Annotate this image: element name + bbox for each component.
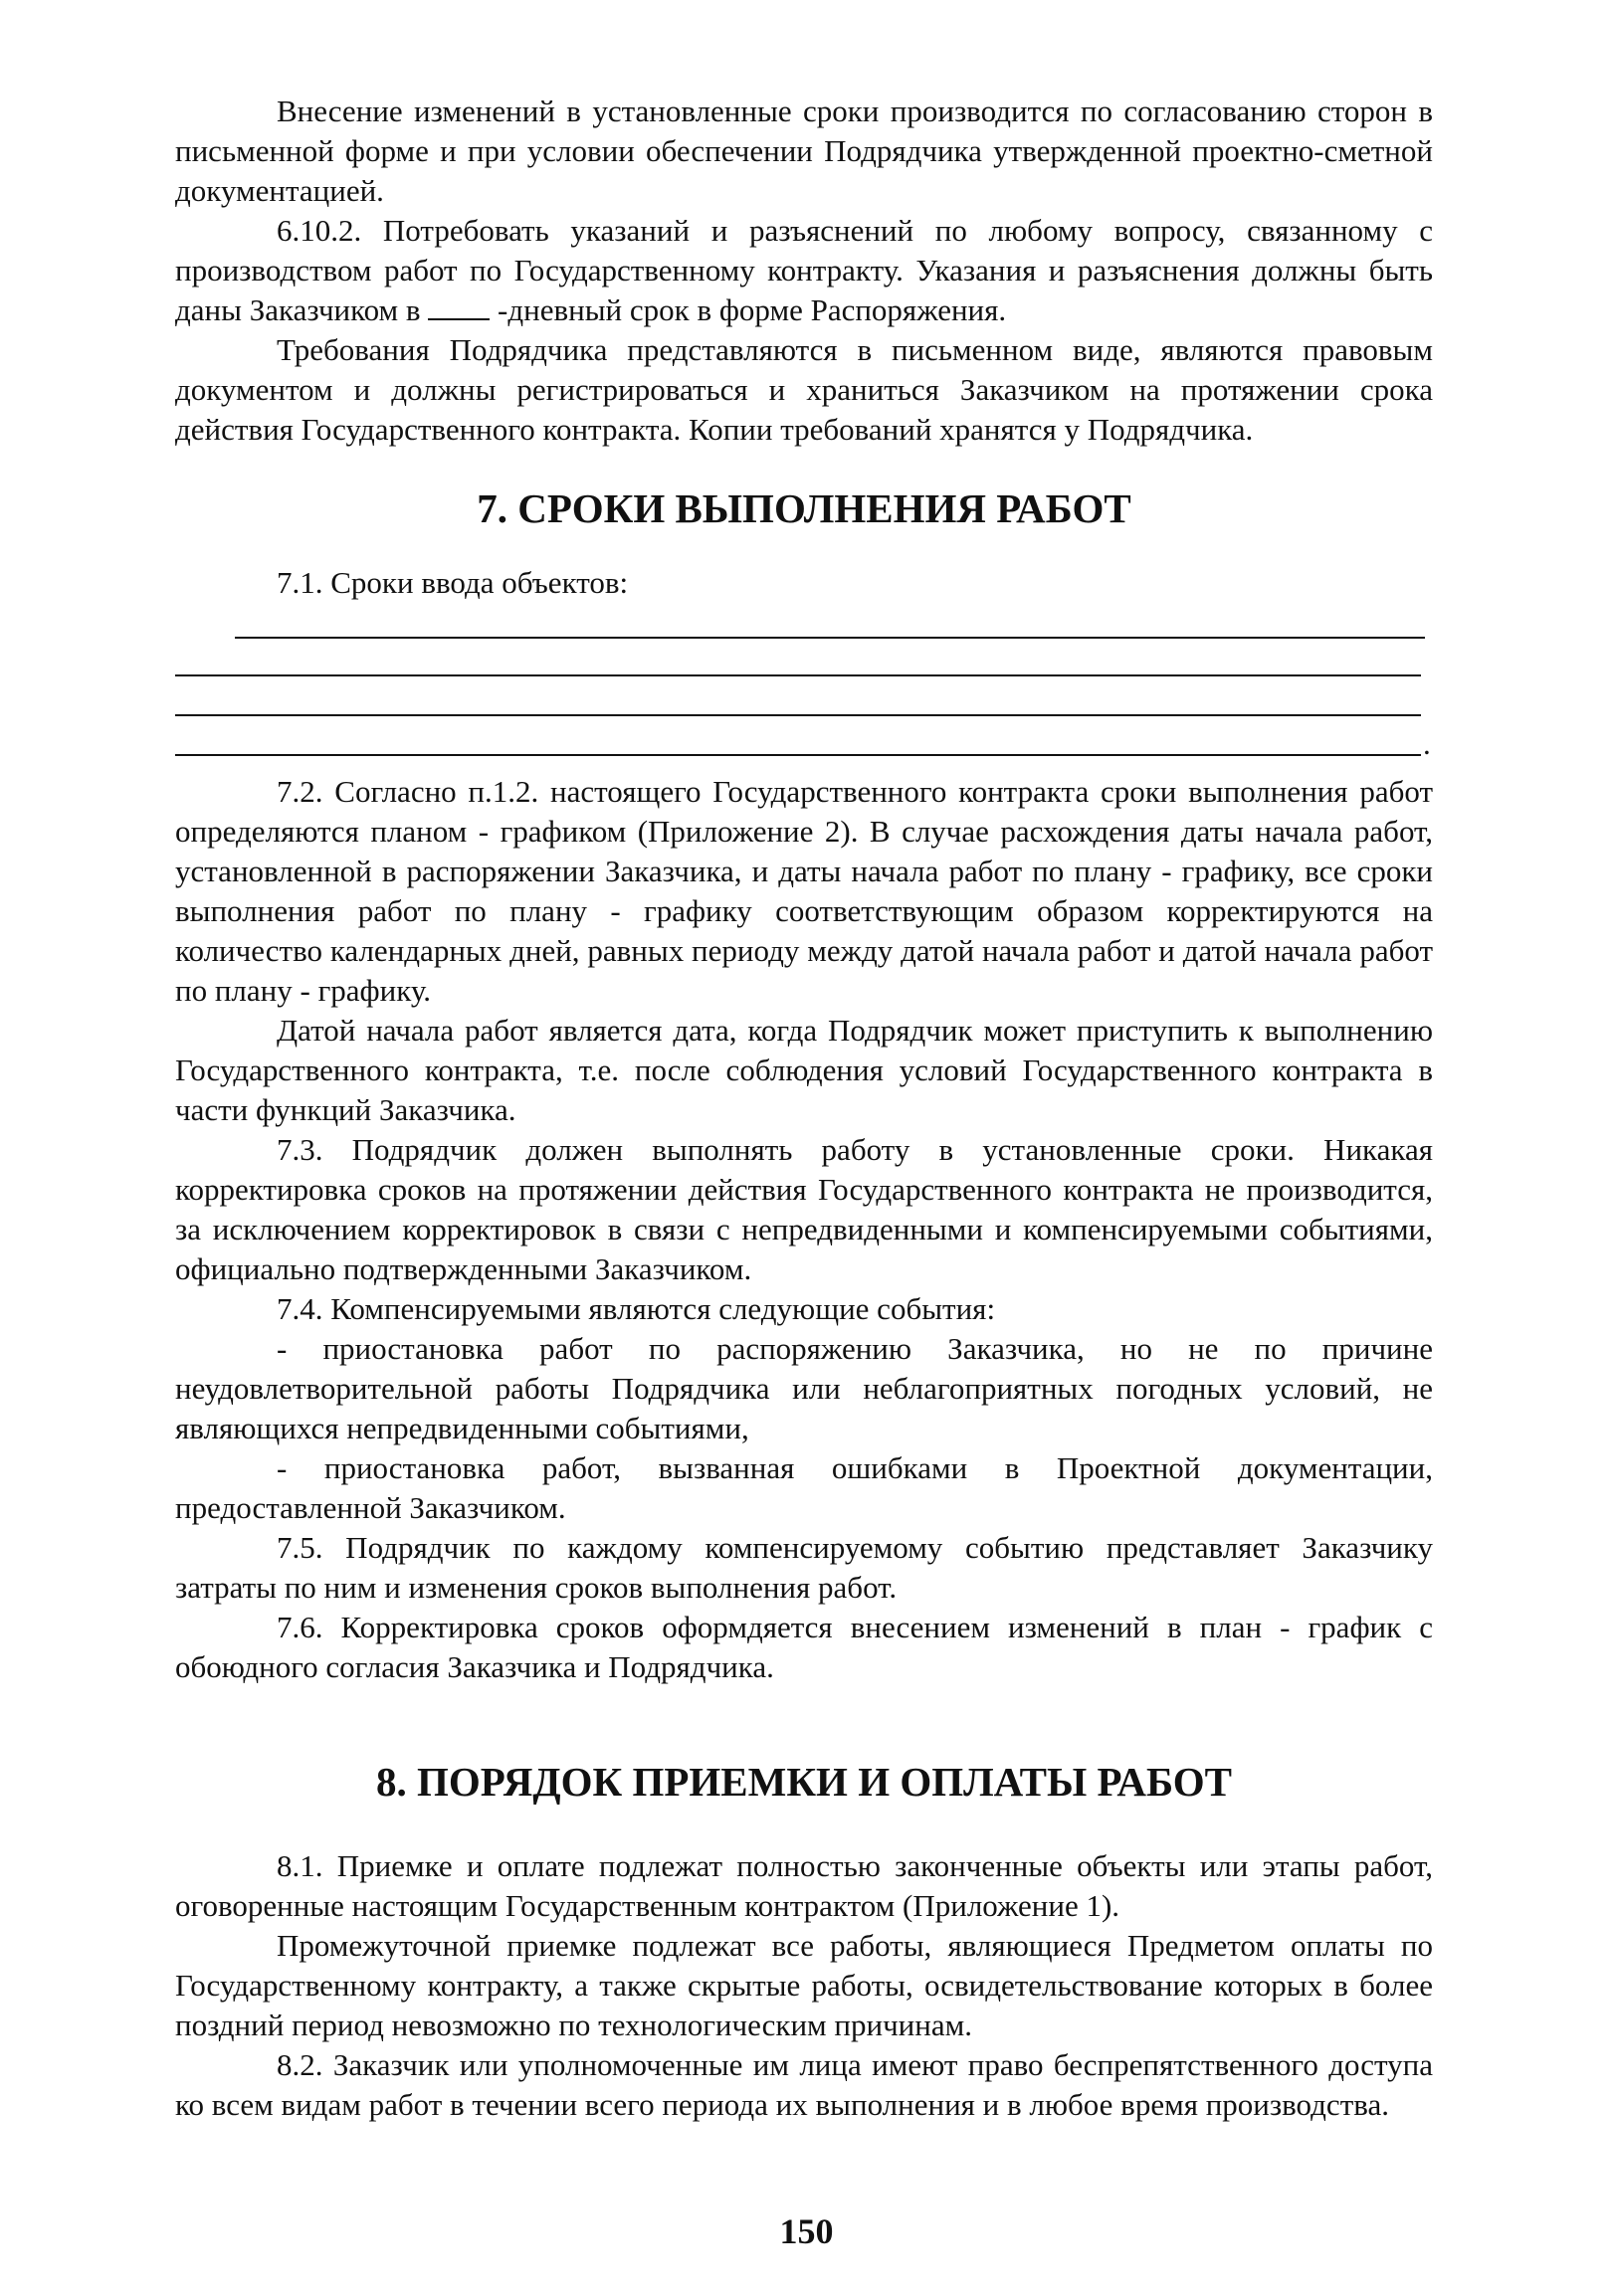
section-7-heading: 7. СРОКИ ВЫПОЛНЕНИЯ РАБОТ [477, 485, 1131, 531]
blank-line-3 [175, 714, 1421, 716]
section-8-heading: 8. ПОРЯДОК ПРИЕМКИ И ОПЛАТЫ РАБОТ [375, 1759, 1233, 1805]
paragraph-7-1: 7.1. Сроки ввода объектов: [277, 565, 629, 600]
list-item-suspension-errors: - приостановка работ, вызванная ошибками в Проектной документации, предоставленной Заказчиком. [175, 1450, 1433, 1525]
paragraph-8-2: 8.2. Заказчик или уполномоченные им лица имеют право беспрепятственного доступа ко всем видам работ в течении всего периода их выполнения и в любое время производства. [175, 2047, 1433, 2122]
paragraph-7-3: 7.3. Подрядчик должен выполнять работу в установленные сроки. Никакая корректировка сроков на протяжении действия Государственного контракта не производится, за исключением корректировок в связи с непредвиденными и компенсируемыми событиями, официально подтвержденными Заказчиком. [175, 1132, 1433, 1286]
paragraph-6-10-2-text: 6.10.2. Потребовать указаний и разъяснений по любому вопросу, связанному с производством работ по Государственному контракту. Указания и разъяснения должны быть даны Заказчиком в [175, 213, 1433, 327]
list-item-suspension-order: - приостановка работ по распоряжению Заказчика, но не по причине неудовлетворительной работы Подрядчика или неблагоприятных погодных условий, не являющихся непредвиденными событиями, [175, 1331, 1433, 1445]
paragraph-interim-acceptance: Промежуточной приемке подлежат все работы, являющиеся Предметом оплаты по Государственному контракту, а также скрытые работы, освидетельствование которых в более поздний период невозможно по технологическим причинам. [175, 1928, 1433, 2042]
paragraph-7-4: 7.4. Компенсируемыми являются следующие события: [277, 1291, 996, 1326]
page-number: 150 [779, 2211, 834, 2251]
paragraph-work-start: Датой начала работ является дата, когда Подрядчик может приступить к выполнению Государственного контракта, т.е. после соблюдения условий Государственного контракта в части функций Заказчика. [175, 1013, 1433, 1127]
paragraph-6-10-2 [175, 211, 1433, 330]
blank-line-1 [235, 637, 1425, 639]
blank-line-4 [175, 754, 1421, 756]
paragraph-requirements: Требования Подрядчика представляются в письменном виде, являются правовым документом и должны регистрироваться и храниться Заказчиком на протяжении срока действия Государственного контракта. Копии требований хранятся у Подрядчика. [175, 332, 1433, 447]
blank-lines-period: . [1423, 726, 1431, 761]
document-page [175, 92, 1433, 2125]
paragraph-7-6: 7.6. Корректировка сроков оформдяется внесением изменений в план - график с обоюдного согласия Заказчика и Подрядчика. [175, 1610, 1433, 1684]
paragraph-6-10-2-tail: -дневный срок в форме Распоряжения. [490, 292, 1007, 327]
blank-days-field [428, 292, 490, 320]
paragraph-7-5: 7.5. Подрядчик по каждому компенсируемому событию представляет Заказчику затраты по ним и изменения сроков выполнения работ. [175, 1530, 1433, 1605]
blank-line-2 [175, 674, 1421, 676]
blank-lines-area [175, 603, 1433, 772]
paragraph-7-2: 7.2. Согласно п.1.2. настоящего Государственного контракта сроки выполнения работ определяются планом - графиком (Приложение 2). В случае расхождения даты начала работ, установленной в распоряжении Заказчика, и даты начала работ по плану - графику, все сроки выполнения работ по плану - графику соответствующим образом корректируются на количество календарных дней, равных периоду между датой начала работ и датой начала работ по плану - графику. [175, 774, 1433, 1008]
paragraph-8-1: 8.1. Приемке и оплате подлежат полностью законченные объекты или этапы работ, оговоренные настоящим Государственным контрактом (Приложение 1). [175, 1848, 1433, 1923]
paragraph-changes: Внесение изменений в установленные сроки производится по согласованию сторон в письменной форме и при условии обеспечении Подрядчика утвержденной проектно-сметной документацией. [175, 94, 1433, 208]
